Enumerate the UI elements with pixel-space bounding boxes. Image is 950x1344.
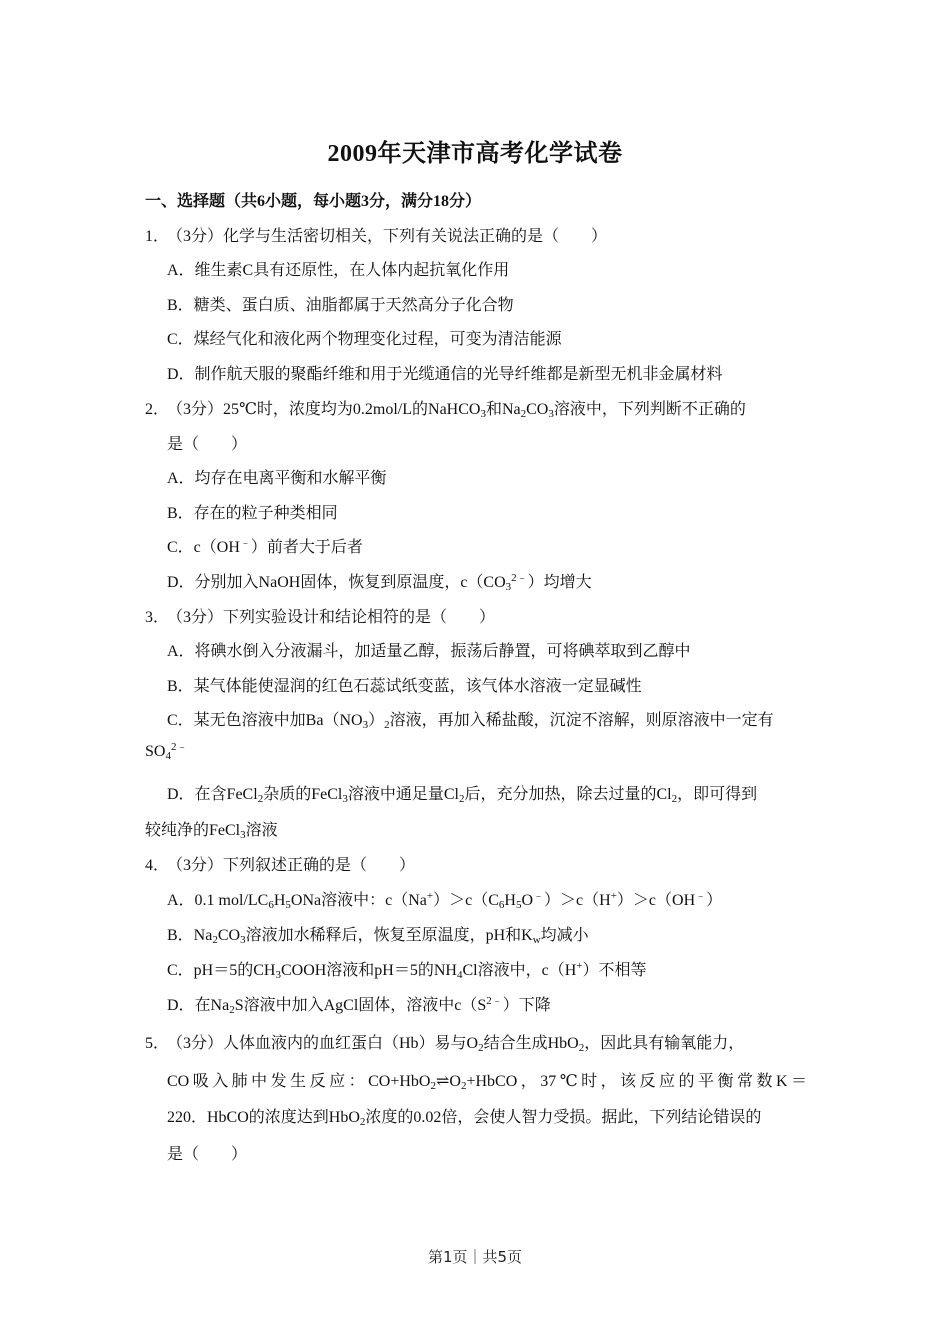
question-number: 1． <box>145 228 170 245</box>
question-number: 2． <box>145 401 170 418</box>
question-5-stem-line-2: CO吸入肺中发生反应：$CO+HbO_2\rightleftharpoons O_2+HbCO$，37℃时，该反应的平衡常数K＝ <box>167 1073 807 1092</box>
question-1-option-a: A．维生素C具有还原性，在人体内起抗氧化作用 <box>167 262 510 279</box>
question-5-stem: 5．（3分）人体血液内的血红蛋白（Hb）易与$O_2$结合生成HbO$_2$，因此具有输氧能力， <box>145 1030 744 1053</box>
question-2-stem: 2．（3分）25℃时，浓度均为0.2mol/L的NaHCO$_3$和$Na_2CO_3$溶液中，下列判断不正确的 <box>145 396 746 419</box>
question-4-option-a: A．0.1 mol/$LC_6H_5ONa$溶液中：$c(Na^+)>c(C_6H_5O^﹣)>c(H^+)>c(OH^﹣)$ <box>167 890 723 911</box>
question-4-option-b: B．$Na_2CO_3$溶液加水稀释后，恢复至原温度，pH和$K_w$均减小 <box>167 927 589 946</box>
section-heading: 一、选择题（共6小题，每小题3分，满分18分） <box>145 193 482 210</box>
question-3-option-a: A．将碘水倒入分液漏斗，加适量乙醇，振荡后静置，可将碘萃取到乙醇中 <box>167 643 691 660</box>
question-number: 3． <box>145 609 170 626</box>
question-number: 5． <box>145 1035 170 1052</box>
question-2-option-d: D．分别加入NaOH固体，恢复到原温度，$c(CO_3^{2﹣})$均增大 <box>167 572 592 593</box>
question-3-option-b: B．某气体能使湿润的红色石蕊试纸变蓝，该气体水溶液一定显碱性 <box>167 678 642 695</box>
question-3-option-d: D．在含FeCl$_2$杂质的FeCl$_3$溶液中通足量$Cl_2$后，充分加热，除去过量的$Cl_2$，即可得到 <box>167 786 758 805</box>
question-1-stem: 1．（3分）化学与生活密切相关，下列有关说法正确的是（ ） <box>145 223 607 246</box>
page-title: 2009年天津市高考化学试卷 <box>327 141 623 167</box>
question-4-option-c: C．pH＝5的$CH_3COOH$溶液和pH＝5的$NH_4Cl$溶液中，c（H+）不相等 <box>167 960 647 981</box>
question-5-stem-line-4: 是（ ） <box>167 1146 248 1163</box>
question-3-option-c-continued: $SO_4^{2﹣}$ <box>145 741 188 762</box>
question-2-option-a: A．均存在电离平衡和水解平衡 <box>167 470 387 487</box>
question-number: 4． <box>145 857 170 874</box>
question-3-option-d-continued: 较纯净的FeCl$_3$溶液 <box>145 822 278 841</box>
question-3-stem: 3．（3分）下列实验设计和结论相符的是（ ） <box>145 604 495 627</box>
question-5-stem-line-3: 220．HbCO的浓度达到HbO$_2$浓度的0.02倍，会使人智力受损。据此，下列结论错误的 <box>167 1109 762 1128</box>
question-4-option-d: D．在$Na_2S$溶液中加入AgCl固体，溶液中$c(S^{2﹣})$下降 <box>167 995 551 1016</box>
question-2-option-b: B．存在的粒子种类相同 <box>167 505 338 522</box>
question-2-option-c: C．c（OH﹣）前者大于后者 <box>167 537 363 556</box>
question-3-option-c: C．某无色溶液中加$Ba(NO_3)_2$溶液，再加入稀盐酸，沉淀不溶解，则原溶液中一定有 <box>167 712 774 731</box>
question-1-option-c: C．煤经气化和液化两个物理变化过程，可变为清洁能源 <box>167 331 562 348</box>
question-2-stem-continued: 是（ ） <box>167 436 248 453</box>
page-footer: 第1页｜共5页 <box>427 1248 523 1266</box>
question-1-option-d: D．制作航天服的聚酯纤维和用于光缆通信的光导纤维都是新型无机非金属材料 <box>167 366 723 383</box>
question-4-stem: 4．（3分）下列叙述正确的是（ ） <box>145 852 415 875</box>
question-1-option-b: B．糖类、蛋白质、油脂都属于天然高分子化合物 <box>167 297 514 314</box>
